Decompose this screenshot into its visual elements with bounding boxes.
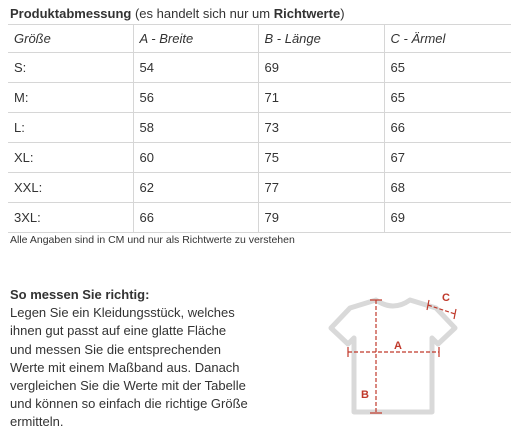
- title-bold-richtwerte: Richtwerte: [273, 6, 341, 21]
- tshirt-outline-icon: [331, 300, 455, 412]
- cell-size: XXL:: [8, 173, 133, 203]
- cell-sleeve: 69: [384, 203, 511, 233]
- cell-sleeve: 68: [384, 173, 511, 203]
- cell-size: S:: [8, 53, 133, 83]
- cell-sleeve: 65: [384, 53, 511, 83]
- cell-sleeve: 65: [384, 83, 511, 113]
- cell-size: XL:: [8, 143, 133, 173]
- cell-width: 62: [133, 173, 258, 203]
- cell-sleeve: 66: [384, 113, 511, 143]
- instructions-text: Legen Sie ein Kleidungsstück, welches ihnen gut passt auf eine glatte Fläche und messen Sie die entsprechenden Werte mit einem Maßband aus. Danach vergleichen Sie die Werte mit der Tabelle und können so einfach die richtige Größe ermitteln.: [10, 305, 248, 430]
- cell-length: 77: [258, 173, 384, 203]
- title-bold: Produktabmessung: [10, 6, 132, 21]
- label-c: C: [442, 292, 450, 304]
- header-sleeve: C - Ärmel: [384, 25, 511, 53]
- cell-sleeve: 67: [384, 143, 511, 173]
- tshirt-measurement-diagram: [318, 288, 468, 420]
- cell-width: 60: [133, 143, 258, 173]
- table-row: [8, 143, 511, 173]
- table-row: [8, 83, 511, 113]
- label-b: B: [361, 389, 369, 401]
- cell-size: 3XL:: [8, 203, 133, 233]
- cell-width: 58: [133, 113, 258, 143]
- title-end: ): [340, 6, 345, 21]
- size-chart-title: [10, 6, 345, 21]
- cell-length: 69: [258, 53, 384, 83]
- title-middle: (es handelt sich nur um: [131, 6, 274, 21]
- table-row: [8, 173, 511, 203]
- cell-width: 54: [133, 53, 258, 83]
- table-row: [8, 203, 511, 233]
- cell-length: 79: [258, 203, 384, 233]
- measuring-instructions: [10, 286, 250, 432]
- header-size: Größe: [8, 25, 133, 53]
- cell-length: 71: [258, 83, 384, 113]
- header-length: B - Länge: [258, 25, 384, 53]
- cell-length: 75: [258, 143, 384, 173]
- cell-length: 73: [258, 113, 384, 143]
- table-row: [8, 113, 511, 143]
- table-header-row: [8, 25, 511, 53]
- measurement-note: Alle Angaben sind in CM und nur als Richtwerte zu verstehen: [10, 234, 295, 246]
- cell-width: 66: [133, 203, 258, 233]
- cell-size: L:: [8, 113, 133, 143]
- cell-size: M:: [8, 83, 133, 113]
- table-row: [8, 53, 511, 83]
- cell-width: 56: [133, 83, 258, 113]
- size-table: [8, 24, 511, 233]
- instructions-title: So messen Sie richtig:: [10, 287, 150, 302]
- header-width: A - Breite: [133, 25, 258, 53]
- label-a: A: [394, 340, 402, 352]
